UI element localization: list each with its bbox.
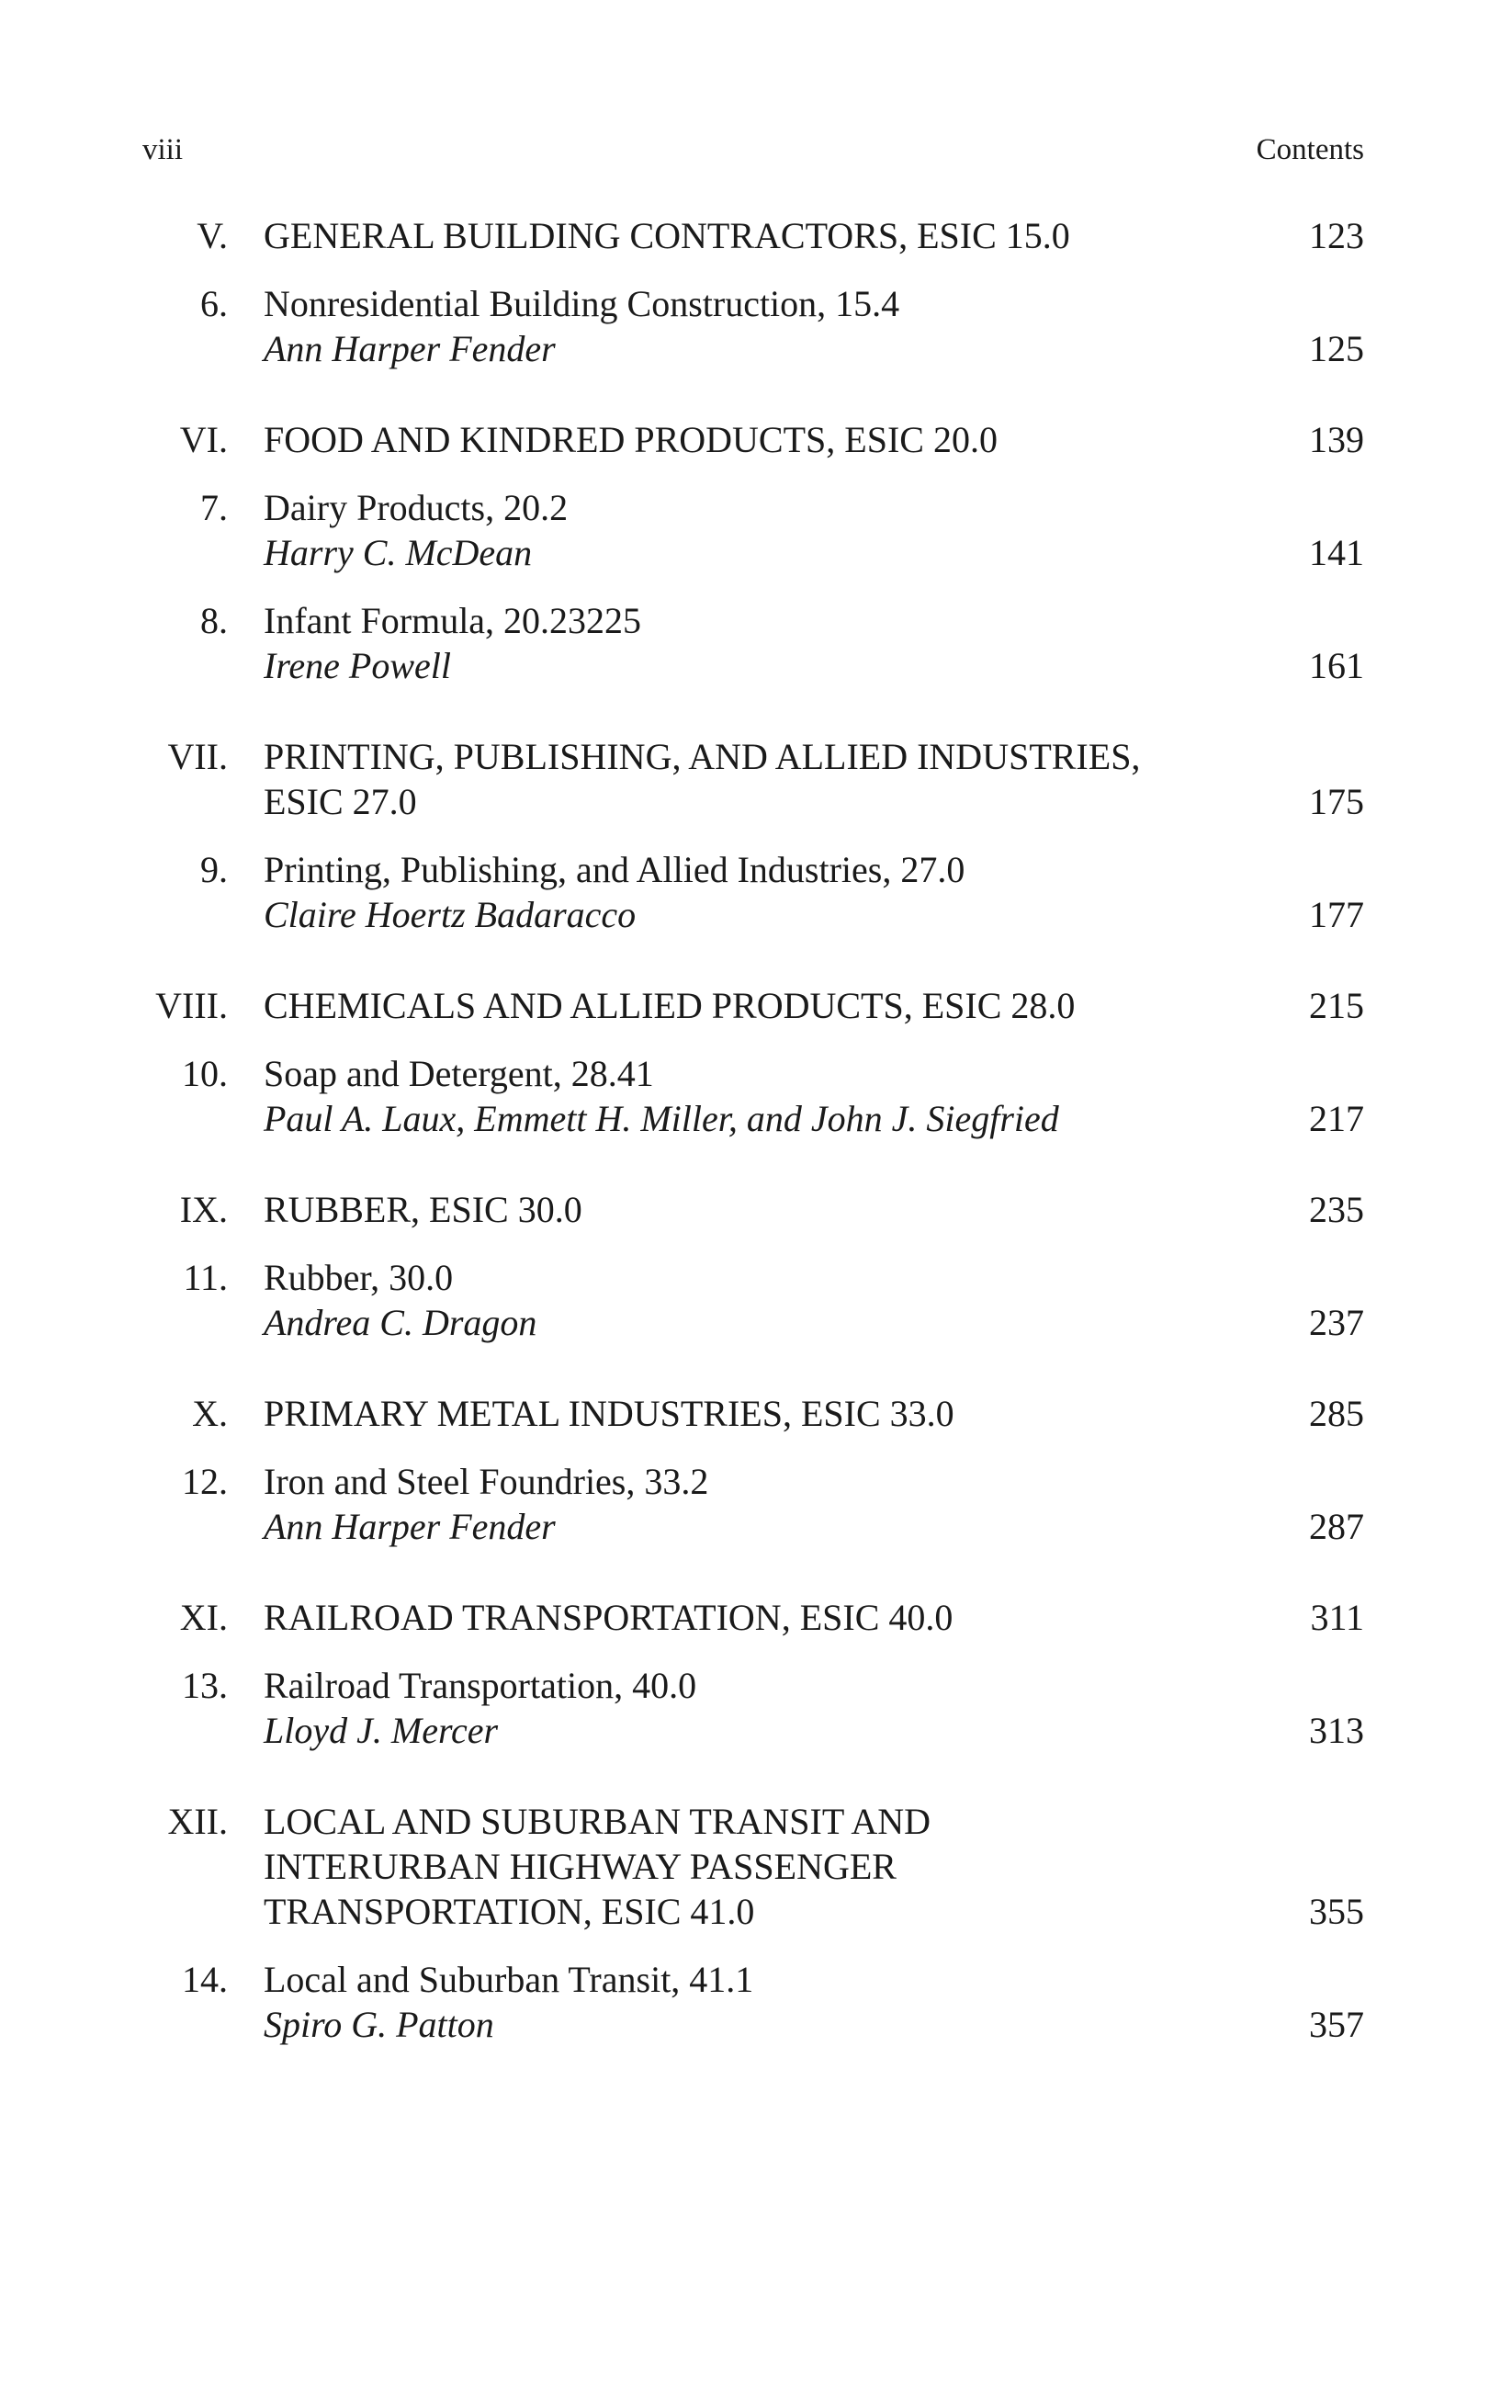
page-reference: 141 (1309, 532, 1364, 573)
running-head (142, 129, 1364, 171)
page-reference: 161 (1309, 645, 1364, 686)
entry-body (264, 417, 1224, 462)
chapter-title: Rubber, 30.0 (264, 1257, 454, 1298)
chapter-title: Dairy Products, 20.2 (264, 487, 569, 528)
chapter-number: 11. (183, 1257, 228, 1298)
chapter-title: Soap and Detergent, 28.41 (264, 1053, 654, 1094)
entry-body (264, 1595, 1224, 1640)
chapter-author: Paul A. Laux, Emmett H. Miller, and John J. Siegfried (264, 1098, 1059, 1139)
part-title-line: CHEMICALS AND ALLIED PRODUCTS, ESIC 28.0 (264, 985, 1076, 1026)
chapter-author: Spiro G. Patton (264, 2004, 494, 2045)
toc-chapter-entry (0, 281, 1512, 371)
entry-body (264, 485, 1224, 575)
chapter-author: Andrea C. Dragon (264, 1302, 537, 1343)
entry-body (264, 1391, 1224, 1436)
chapter-author: Harry C. McDean (264, 532, 533, 573)
part-number: VII. (167, 736, 228, 777)
chapter-number: 12. (182, 1461, 228, 1502)
part-number: IX. (179, 1189, 228, 1230)
chapter-title: Local and Suburban Transit, 41.1 (264, 1959, 754, 2000)
entry-body (264, 734, 1224, 824)
page-reference: 215 (1309, 985, 1364, 1026)
entry-body (264, 1957, 1224, 2047)
part-title-line: ESIC 27.0 (264, 781, 417, 822)
part-title-line: TRANSPORTATION, ESIC 41.0 (264, 1891, 755, 1932)
entry-body (264, 1255, 1224, 1345)
chapter-title: Iron and Steel Foundries, 33.2 (264, 1461, 709, 1502)
page-reference: 355 (1309, 1891, 1364, 1932)
part-number: X. (192, 1393, 228, 1434)
page-reference: 125 (1309, 328, 1364, 369)
chapter-author: Lloyd J. Mercer (264, 1710, 499, 1751)
entry-body (264, 598, 1224, 688)
part-title-line: RUBBER, ESIC 30.0 (264, 1189, 582, 1230)
chapter-author: Irene Powell (264, 645, 452, 686)
toc-part-entry (0, 1799, 1512, 1934)
chapter-number: 7. (200, 487, 228, 528)
running-title: Contents (1256, 133, 1364, 166)
entry-body (264, 1799, 1224, 1934)
entry-body (264, 983, 1224, 1028)
entry-body (264, 1051, 1224, 1141)
page-reference: 313 (1309, 1710, 1364, 1751)
part-title-line: PRINTING, PUBLISHING, AND ALLIED INDUSTRIES, (264, 736, 1141, 777)
chapter-number: 9. (200, 849, 228, 890)
toc-part-entry (0, 213, 1512, 258)
page-reference: 177 (1309, 894, 1364, 935)
chapter-number: 6. (200, 283, 228, 324)
toc-chapter-entry (0, 847, 1512, 937)
page-reference: 139 (1309, 419, 1364, 460)
page-reference: 287 (1309, 1506, 1364, 1547)
chapter-number: 13. (182, 1665, 228, 1706)
page-reference: 235 (1309, 1189, 1364, 1230)
part-title-line: RAILROAD TRANSPORTATION, ESIC 40.0 (264, 1597, 953, 1638)
chapter-title: Infant Formula, 20.23225 (264, 600, 642, 641)
chapter-title: Nonresidential Building Construction, 15.4 (264, 283, 900, 324)
page-reference: 285 (1309, 1393, 1364, 1434)
part-title-line: PRIMARY METAL INDUSTRIES, ESIC 33.0 (264, 1393, 954, 1434)
part-number: VIII. (155, 985, 228, 1026)
toc-chapter-entry (0, 1663, 1512, 1753)
part-title-line: GENERAL BUILDING CONTRACTORS, ESIC 15.0 (264, 215, 1070, 256)
part-number: V. (197, 215, 228, 256)
chapter-author: Ann Harper Fender (264, 328, 556, 369)
toc-chapter-entry (0, 1459, 1512, 1549)
entry-body (264, 1663, 1224, 1753)
part-title-line: FOOD AND KINDRED PRODUCTS, ESIC 20.0 (264, 419, 998, 460)
page-reference: 311 (1310, 1597, 1364, 1638)
toc-part-entry (0, 983, 1512, 1028)
table-of-contents (0, 213, 1512, 2047)
chapter-title: Railroad Transportation, 40.0 (264, 1665, 697, 1706)
chapter-number: 14. (182, 1959, 228, 2000)
page-reference: 357 (1309, 2004, 1364, 2045)
toc-part-entry (0, 1187, 1512, 1232)
toc-chapter-entry (0, 485, 1512, 575)
entry-body (264, 847, 1224, 937)
page-reference: 123 (1309, 215, 1364, 256)
toc-part-entry (0, 734, 1512, 824)
part-number: VI. (179, 419, 228, 460)
chapter-title: Printing, Publishing, and Allied Industries, 27.0 (264, 849, 965, 890)
chapter-author: Claire Hoertz Badaracco (264, 894, 637, 935)
entry-body (264, 1459, 1224, 1549)
entry-body (264, 281, 1224, 371)
toc-part-entry (0, 1391, 1512, 1436)
part-number: XII. (167, 1801, 228, 1842)
page-reference: 237 (1309, 1302, 1364, 1343)
toc-part-entry (0, 1595, 1512, 1640)
toc-chapter-entry (0, 598, 1512, 688)
page-reference: 217 (1309, 1098, 1364, 1139)
chapter-author: Ann Harper Fender (264, 1506, 556, 1547)
chapter-number: 8. (200, 600, 228, 641)
entry-body (264, 1187, 1224, 1232)
chapter-number: 10. (182, 1053, 228, 1094)
entry-body (264, 213, 1224, 258)
toc-part-entry (0, 417, 1512, 462)
toc-chapter-entry (0, 1255, 1512, 1345)
part-number: XI. (179, 1597, 228, 1638)
toc-chapter-entry (0, 1957, 1512, 2047)
toc-chapter-entry (0, 1051, 1512, 1141)
part-title-line: INTERURBAN HIGHWAY PASSENGER (264, 1846, 897, 1887)
page-number: viii (142, 133, 184, 166)
part-title-line: LOCAL AND SUBURBAN TRANSIT AND (264, 1801, 931, 1842)
page-reference: 175 (1309, 781, 1364, 822)
